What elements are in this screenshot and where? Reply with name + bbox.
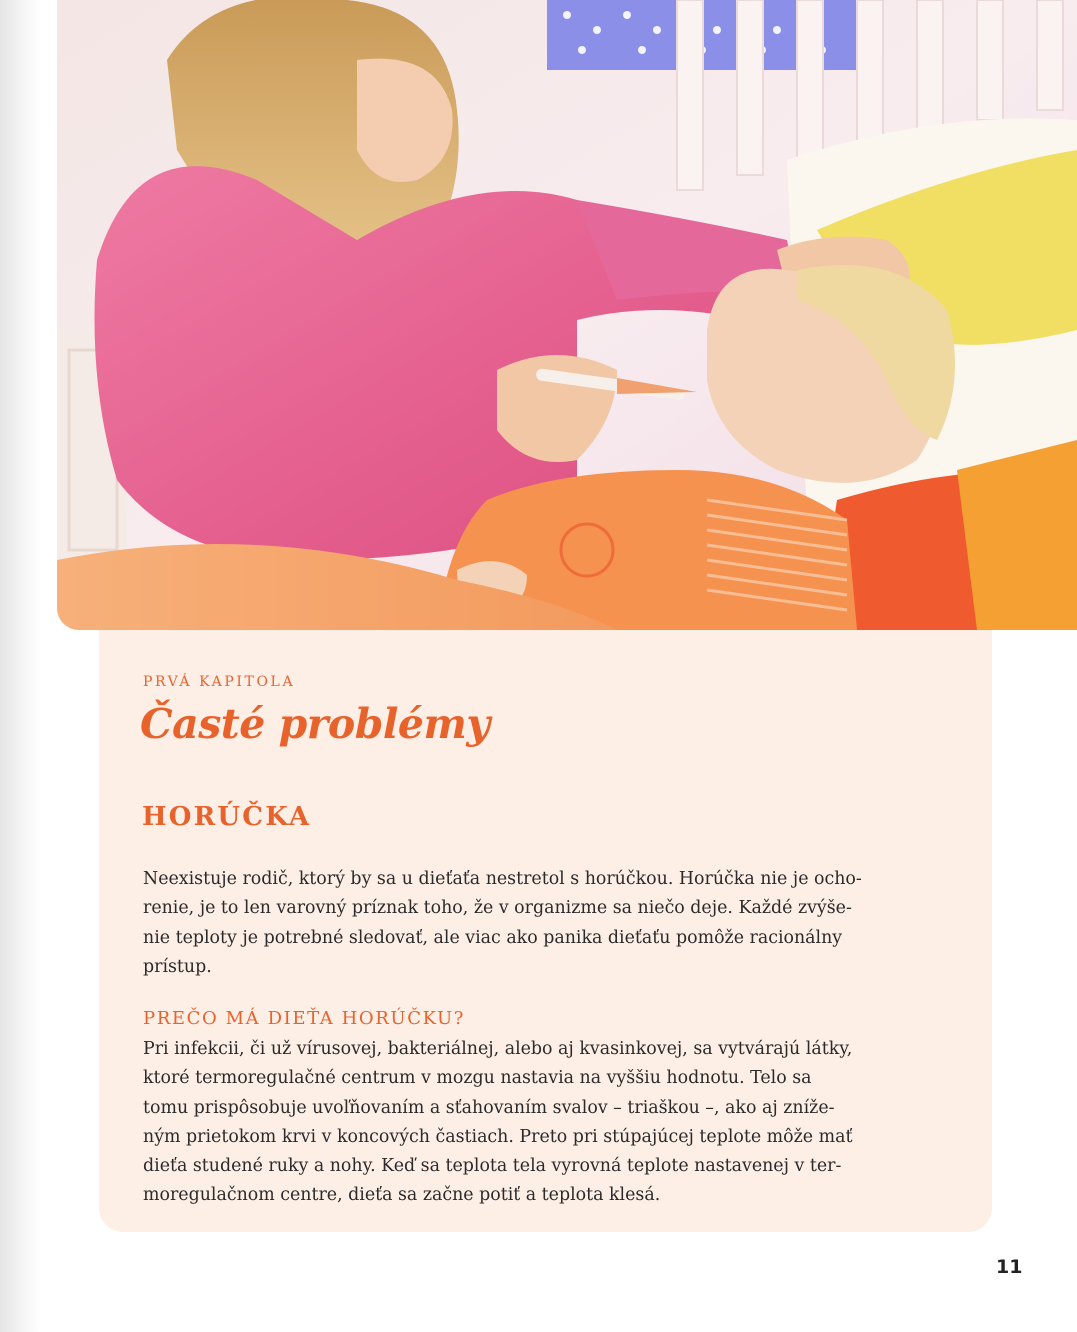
chapter-title: Časté problémy bbox=[140, 700, 490, 748]
page-number: 11 bbox=[996, 1256, 1023, 1278]
body-line: Pri infekcii, či už vírusovej, bakteriálnej, alebo aj kvasinkovej, sa vytvárajú látky, bbox=[143, 1039, 853, 1059]
page-gutter-shadow bbox=[0, 0, 40, 1332]
intro-line: prístup. bbox=[143, 956, 212, 977]
photo-mother-child-fever bbox=[57, 0, 1077, 630]
subheading: PREČO MÁ DIEŤA HORÚČKU? bbox=[143, 1008, 466, 1029]
body-line: moregulačnom centre, dieťa sa začne potiť a teplota klesá. bbox=[143, 1185, 661, 1206]
body-line: ným prietokom krvi v koncových častiach. Preto pri stúpajúcej teplote môže mať bbox=[143, 1126, 853, 1147]
chapter-kicker: PRVÁ KAPITOLA bbox=[143, 674, 296, 690]
intro-line: renie, je to len varovný príznak toho, že v organizme sa niečo deje. Každé zvýše- bbox=[143, 898, 852, 919]
body-line: dieťa studené ruky a nohy. Keď sa teplota tela vyrovná teplote nastavenej v ter- bbox=[143, 1156, 842, 1177]
section-heading: HORÚČKA bbox=[142, 802, 312, 832]
intro-line: Neexistuje rodič, ktorý by sa u dieťaťa nestretol s horúčkou. Horúčka nie je ocho- bbox=[143, 869, 862, 889]
body-line: ktoré termoregulačné centrum v mozgu nastavia na vyššiu hodnotu. Telo sa bbox=[143, 1068, 812, 1089]
body-line: tomu prispôsobuje uvoľňovaním a sťahovaním svalov – triaškou –, ako aj zníže- bbox=[143, 1097, 835, 1118]
intro-line: nie teploty je potrebné sledovať, ale viac ako panika dieťaťu pomôže racionálny bbox=[143, 927, 843, 948]
intro-paragraph bbox=[143, 865, 963, 982]
chapter-text-panel bbox=[99, 630, 992, 1232]
body-paragraph bbox=[143, 1035, 963, 1211]
